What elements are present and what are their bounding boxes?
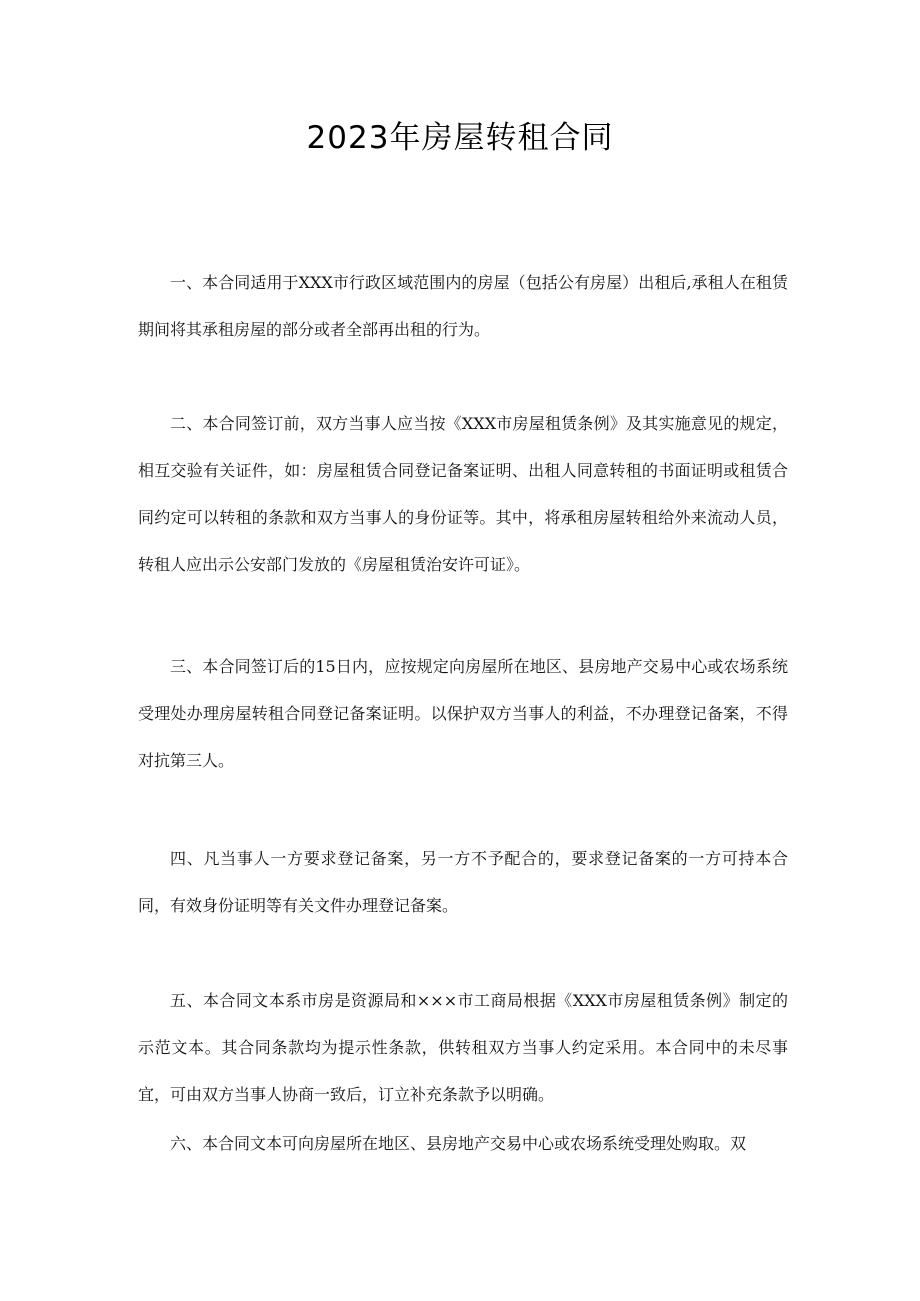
document-title: 2023年房屋转租合同 xyxy=(306,120,614,156)
clause-paragraph-4: 四、凡当事人一方要求登记备案，另一方不予配合的，要求登记备案的一方可持本合同，有效身份证明等有关文件办理登记备案。 xyxy=(138,849,788,915)
clause-paragraph-3: 三、本合同签订后的15日内，应按规定向房屋所在地区、县房地产交易中心或农场系统受理处办理房屋转租合同登记备案证明。以保护双方当事人的利益，不办理登记备案，不得对抗第三人。 xyxy=(138,657,788,770)
clause-paragraph-1: 一、本合同适用于XXX市行政区域范围内的房屋（包括公有房屋）出租后,承租人在租赁期间将其承租房屋的部分或者全部再出租的行为。 xyxy=(138,273,788,339)
clause-paragraph-2: 二、本合同签订前，双方当事人应当按《XXX市房屋租赁条例》及其实施意见的规定，相互交验有关证件，如：房屋租赁合同登记备案证明、出租人同意转租的书面证明或租赁合同约定可以转租的条款和双方当事人的身份证等。其中，将承租房屋转租给外来流动人员，转租人应出示公安部门发放的《房屋租赁治安许可证》。 xyxy=(138,414,788,574)
clause-paragraph-5: 五、本合同文本系市房是资源局和×××市工商局根据《XXX市房屋租赁条例》制定的示范文本。其合同条款均为提示性条款，供转租双方当事人约定采用。本合同中的未尽事宜，可由双方当事人协商一致后，订立补充条款予以明确。 xyxy=(138,991,788,1104)
clause-paragraph-6: 六、本合同文本可向房屋所在地区、县房地产交易中心或农场系统受理处购取。双 xyxy=(170,1134,747,1153)
